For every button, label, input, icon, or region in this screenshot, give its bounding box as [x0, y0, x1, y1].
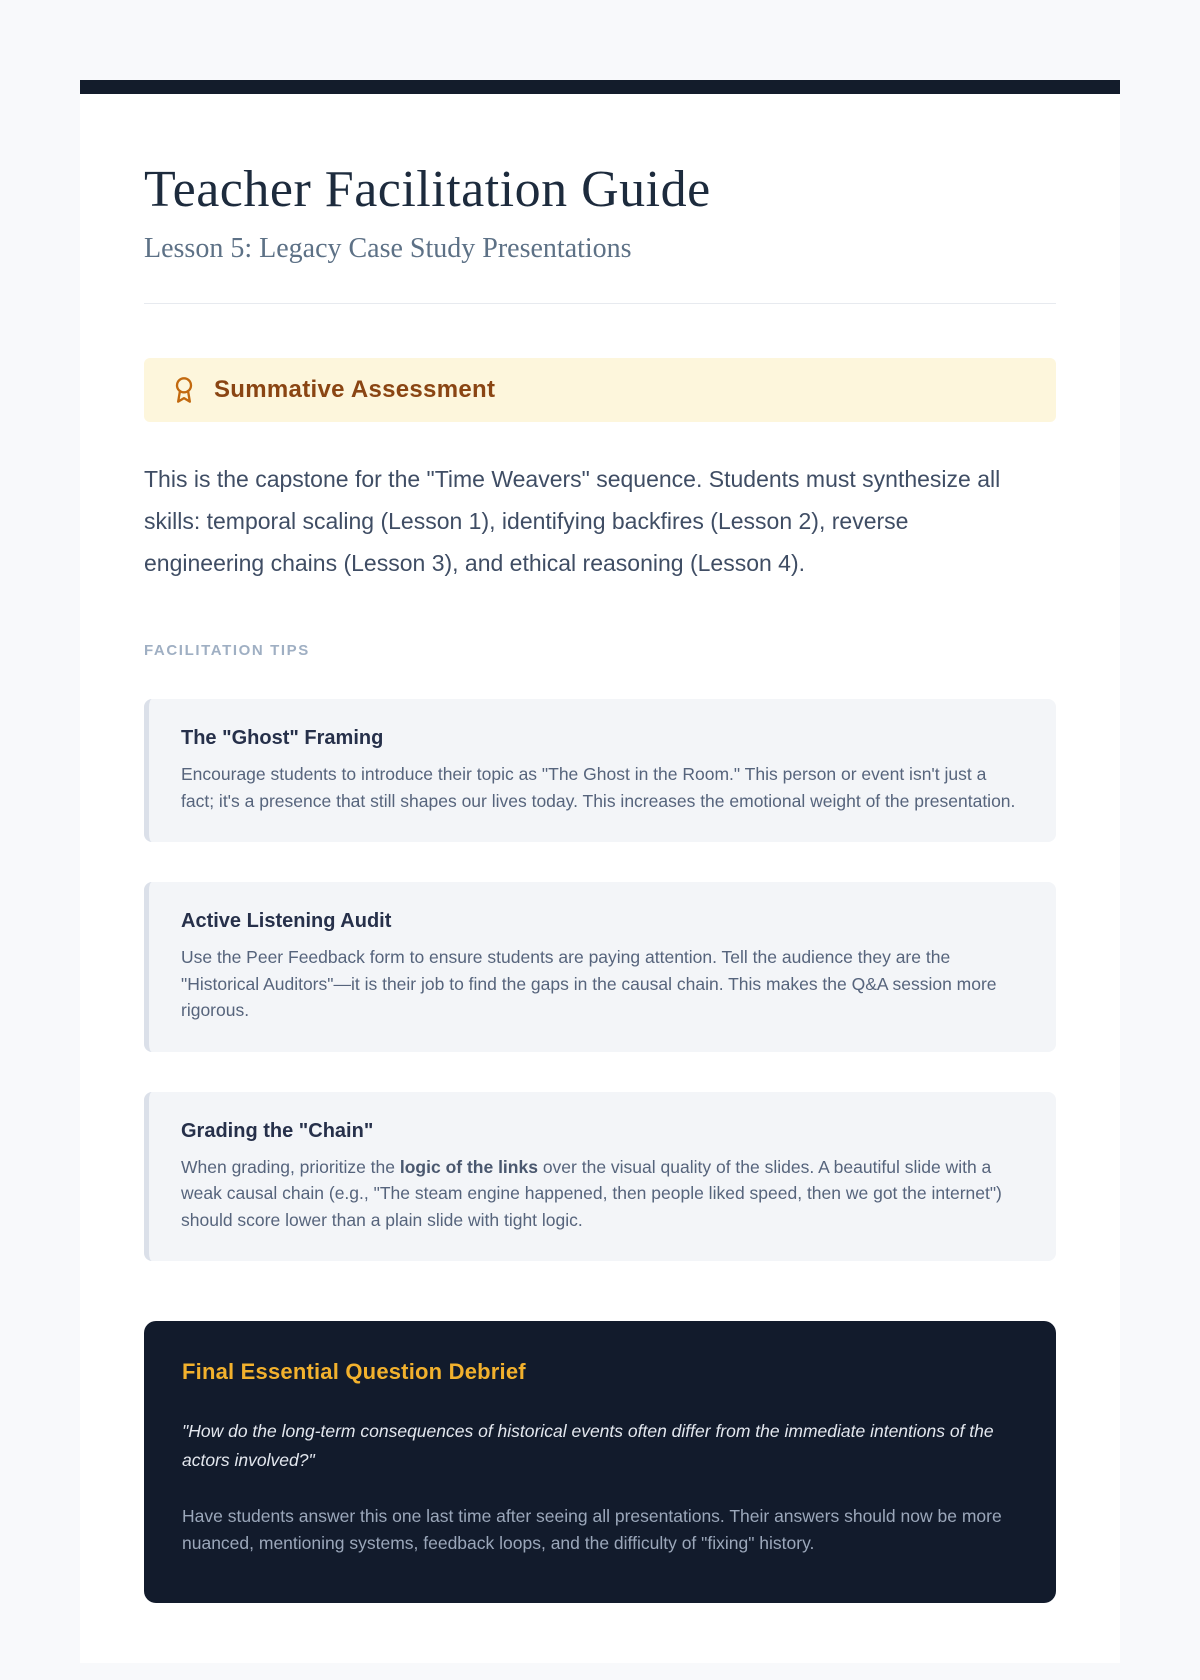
page-title: Teacher Facilitation Guide [144, 161, 711, 218]
tip-title: Grading the "Chain" [181, 1119, 374, 1142]
document-content [80, 94, 1120, 1663]
tip-title: The "Ghost" Framing [181, 727, 384, 749]
intro-paragraph: This is the capstone for the "Time Weavers" sequence. Students must synthesize all skills: temporal scaling (Lesson 1), identifying backfires (Lesson 2), reverse engineering chains (Lesson 3), and ethical reasoning (Lesson 4). [144, 466, 1001, 576]
debrief-instructions: Have students answer this one last time after seeing all presentations. Their answers should now be more nuanced, mentioning systems, feedback loops, and the difficulty of "fixing" history. [182, 1506, 1002, 1553]
final-debrief-card [144, 1321, 1056, 1603]
debrief-essential-question: "How do the long-term consequences of historical events often differ from the immediate intentions of the actors involved?" [182, 1421, 994, 1470]
facilitation-tips-heading: FACILITATION TIPS [144, 642, 310, 659]
tip-title: Active Listening Audit [181, 910, 392, 932]
page-subtitle: Lesson 5: Legacy Case Study Presentations [144, 233, 632, 264]
banner-label: Summative Assessment [214, 376, 496, 403]
tip-body: When grading, prioritize the logic of the links over the visual quality of the slides. A beautiful slide with a weak causal chain (e.g., "The steam engine happened, then people liked speed, then we got the internet") should score lower than a plain slide with tight logic. [181, 1156, 1002, 1230]
summative-assessment-banner [144, 358, 1056, 422]
tip-body: Encourage students to introduce their topic as "The Ghost in the Room." This person or event isn't just a fact; it's a presence that still shapes our lives today. This increases the emotional weight of the presentation. [181, 764, 1016, 811]
tip-card-active-listening [144, 882, 1056, 1052]
accent-top-bar [80, 80, 1120, 94]
tip-card-ghost-framing [144, 699, 1056, 842]
award-ribbon-icon [170, 376, 198, 404]
document-sheet [80, 80, 1120, 1663]
tip-card-grading-chain [144, 1092, 1056, 1262]
tip-body: Use the Peer Feedback form to ensure students are paying attention. Tell the audience they are the "Historical Auditors"—it is their job to find the gaps in the causal chain. This makes the Q&A session more rigorous. [181, 947, 997, 1020]
debrief-title: Final Essential Question Debrief [182, 1359, 526, 1384]
header-divider [144, 303, 1056, 304]
